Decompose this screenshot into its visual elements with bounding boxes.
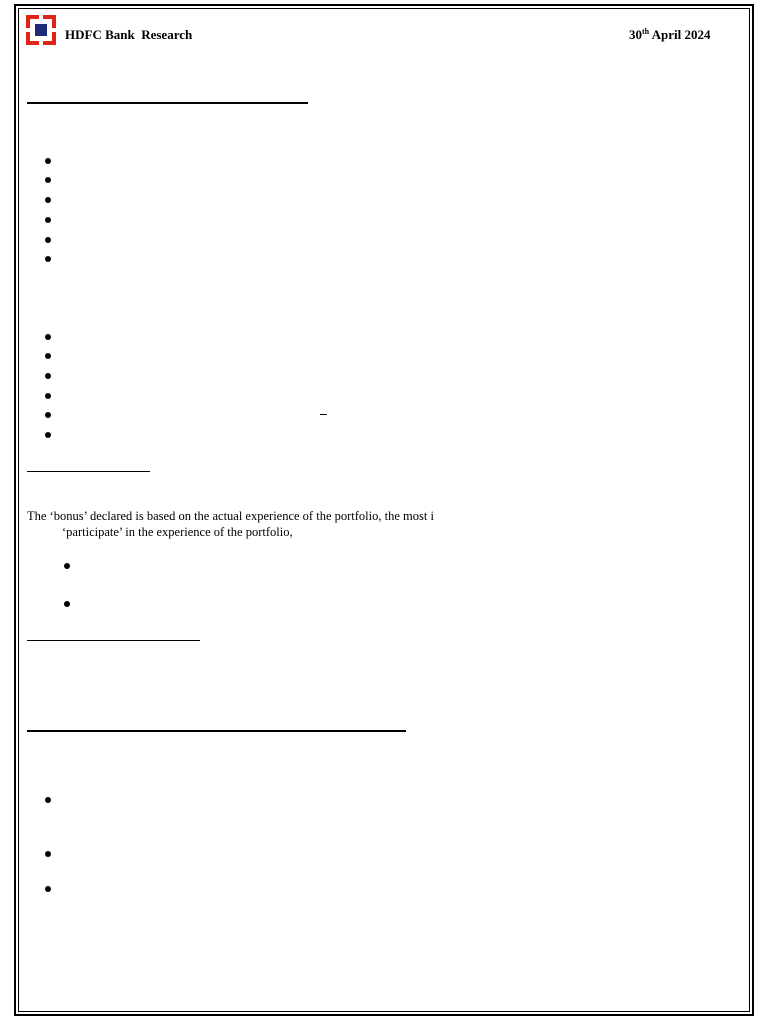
list-bullet [45, 334, 51, 340]
bonus-paragraph-line1: The ‘bonus’ declared is based on the actual experience of the portfolio, the most i [27, 509, 434, 523]
list-bullet [45, 797, 51, 803]
bonus-paragraph-line2: ‘participate’ in the experience of the portfolio, [62, 525, 293, 539]
list-bullet [64, 601, 70, 607]
section-heading-rule [27, 102, 308, 104]
list-bullet [45, 217, 51, 223]
list-bullet [45, 158, 51, 164]
list-bullet [45, 256, 51, 262]
list-bullet [45, 432, 51, 438]
dash-mark [320, 414, 327, 415]
list-bullet [45, 886, 51, 892]
hdfc-logo-icon [26, 15, 56, 45]
list-bullet [45, 197, 51, 203]
list-bullet [45, 393, 51, 399]
list-bullet [45, 177, 51, 183]
list-bullet [45, 412, 51, 418]
bank-name: HDFC Bank Research [65, 27, 193, 42]
list-bullet [45, 851, 51, 857]
subheading-rule [27, 471, 150, 472]
report-date: 30th April 2024 [629, 27, 711, 42]
section-heading-rule [27, 730, 406, 732]
subheading-rule [27, 640, 200, 641]
list-bullet [45, 237, 51, 243]
list-bullet [64, 563, 70, 569]
list-bullet [45, 353, 51, 359]
list-bullet [45, 373, 51, 379]
